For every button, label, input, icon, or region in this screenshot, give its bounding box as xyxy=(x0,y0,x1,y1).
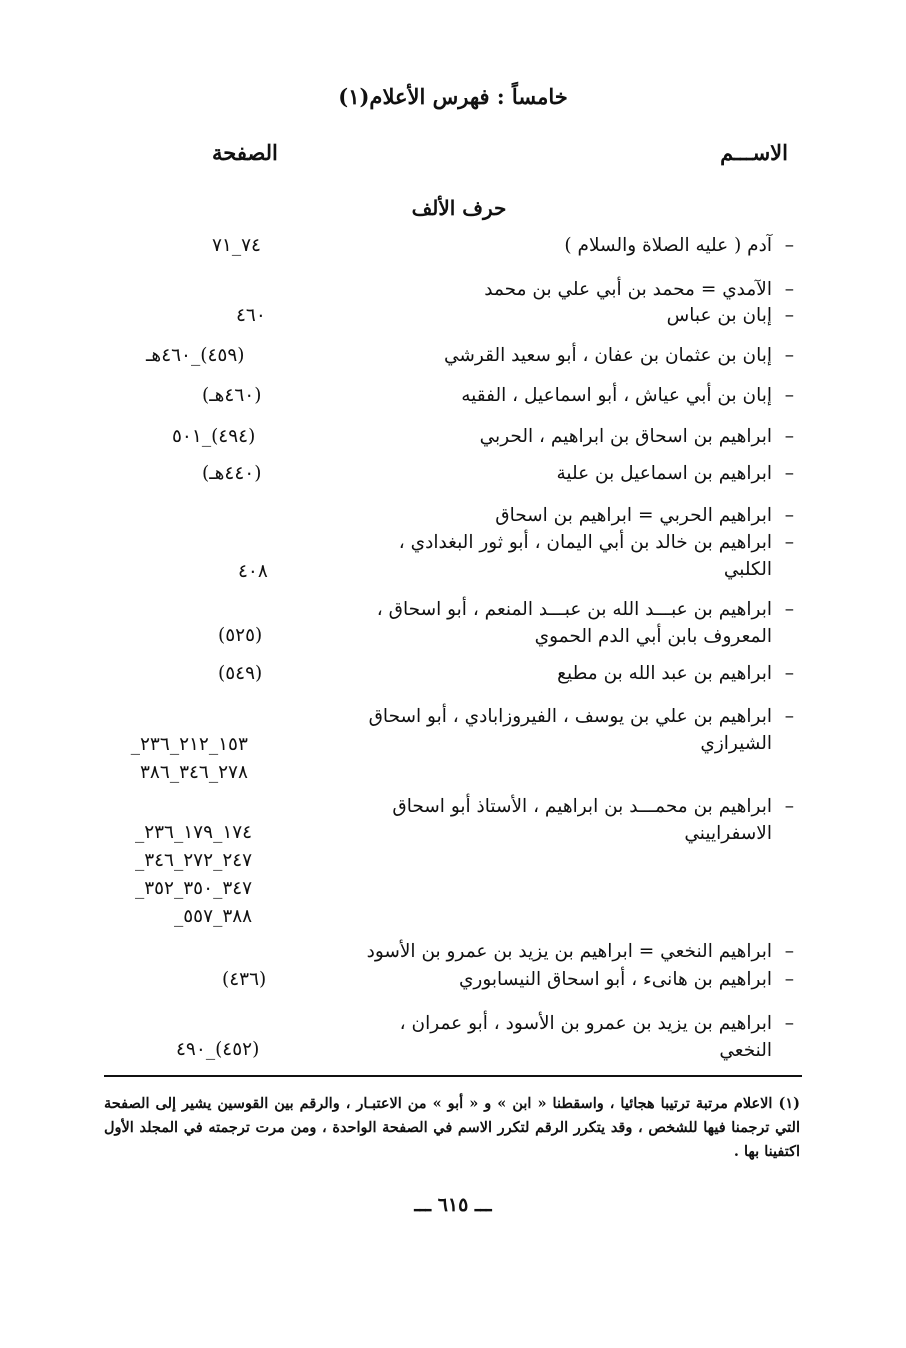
index-entry: –إبان بن أبي عياش ، أبو اسماعيل ، الفقيه xyxy=(461,385,794,406)
index-entry: –ابراهيم النخعي = ابراهيم بن يزيد بن عمرو بن الأسود xyxy=(366,941,794,962)
index-entry: –ابراهيم بن هانىء ، أبو اسحاق النيسابوري xyxy=(458,969,794,990)
entry-pages: (٤٦٠هـ) xyxy=(202,385,262,406)
entry-line: –آدم ( عليه الصلاة والسلام ) xyxy=(564,235,794,256)
index-entry: –إبان بن عباس xyxy=(666,305,794,326)
index-entry: –ابراهيم بن خالد بن أبي اليمان ، أبو ثور البغدادي ، الكلبي xyxy=(398,532,794,580)
name-column-header: الاســـم xyxy=(720,140,788,165)
index-entry: –الآمدي = محمد بن أبي علي بن محمد xyxy=(484,279,794,300)
index-entry: –ابراهيم بن عبـــد الله بن عبـــد المنعم ، أبو اسحاق ، المعروف بابن أبي الدم الحموي xyxy=(376,599,794,647)
index-entry: –إبان بن عثمان بن عفان ، أبو سعيد القرشي xyxy=(444,345,794,366)
footnote-divider xyxy=(104,1075,802,1077)
entry-pages: (٤٩٤)_٥٠١ xyxy=(172,426,256,447)
index-entry: –ابراهيم بن علي بن يوسف ، الفيروزابادي ، أبو اسحاق الشيرازي xyxy=(368,706,794,754)
entry-pages: ٤٦٠ xyxy=(236,305,266,326)
index-entry xyxy=(304,232,794,259)
index-entry: –ابراهيم بن عبد الله بن مطيع xyxy=(557,663,794,684)
page-column-header: الصفحة xyxy=(212,140,278,165)
entry-pages: ١٥٣_٢١٢_٢٣٦_ ٢٧٨_٣٤٦_٣٨٦ xyxy=(130,734,248,783)
index-entry: –ابراهيم بن اسحاق بن ابراهيم ، الحربي xyxy=(479,426,794,447)
index-entry: –ابراهيم بن محمـــد بن ابراهيم ، الأستاذ أبو اسحاق الاسفراييني xyxy=(392,796,794,844)
entry-pages: ٧٤_٧١ xyxy=(212,235,261,256)
footnote: (١) الاعلام مرتبة ترتيبا هجائيا ، واسقطنا « ابن » و « أبو » من الاعتبـار ، والرقم بين القوسين يشير إلى الصفحة التي ترجمنا فيها للشخص ، وقد يتكرر الرقم لتكرر الاسم في الصفحة الواحدة ، ومن مرت ترجمته في المجلد الأول اكتفينا بها . xyxy=(104,1095,800,1160)
entry-pages: ٤٠٨ xyxy=(238,561,268,582)
entry-pages: (٥٢٥) xyxy=(218,625,263,646)
entry-pages: (٤٣٦) xyxy=(222,969,267,990)
entry-pages: (٤٤٠هـ) xyxy=(202,463,262,484)
page-title: خامساً : فهرس الأعلام(١) xyxy=(338,84,568,109)
entry-pages: (٥٤٩) xyxy=(218,663,263,684)
index-entry: –ابراهيم الحربي = ابراهيم بن اسحاق xyxy=(495,505,794,526)
entry-pages: ١٧٤_١٧٩_٢٣٦_ ٢٤٧_٢٧٢_٣٤٦_ ٣٤٧_٣٥٠_٣٥٢_ ٣٨٨_٥٥٧_ xyxy=(134,822,253,927)
page-number: ـــ ٦١٥ ـــ xyxy=(414,1194,492,1216)
entry-pages: (٤٥٩)_٤٦٠هـ xyxy=(146,345,245,366)
index-entry: –ابراهيم بن اسماعيل بن علية xyxy=(556,463,794,484)
index-entry: –ابراهيم بن يزيد بن عمرو بن الأسود ، أبو عمران ، النخعي xyxy=(399,1013,794,1061)
entry-pages: (٤٥٢)_٤٩٠ xyxy=(176,1039,260,1060)
section-letter-heading: حرف الألف xyxy=(411,196,507,220)
